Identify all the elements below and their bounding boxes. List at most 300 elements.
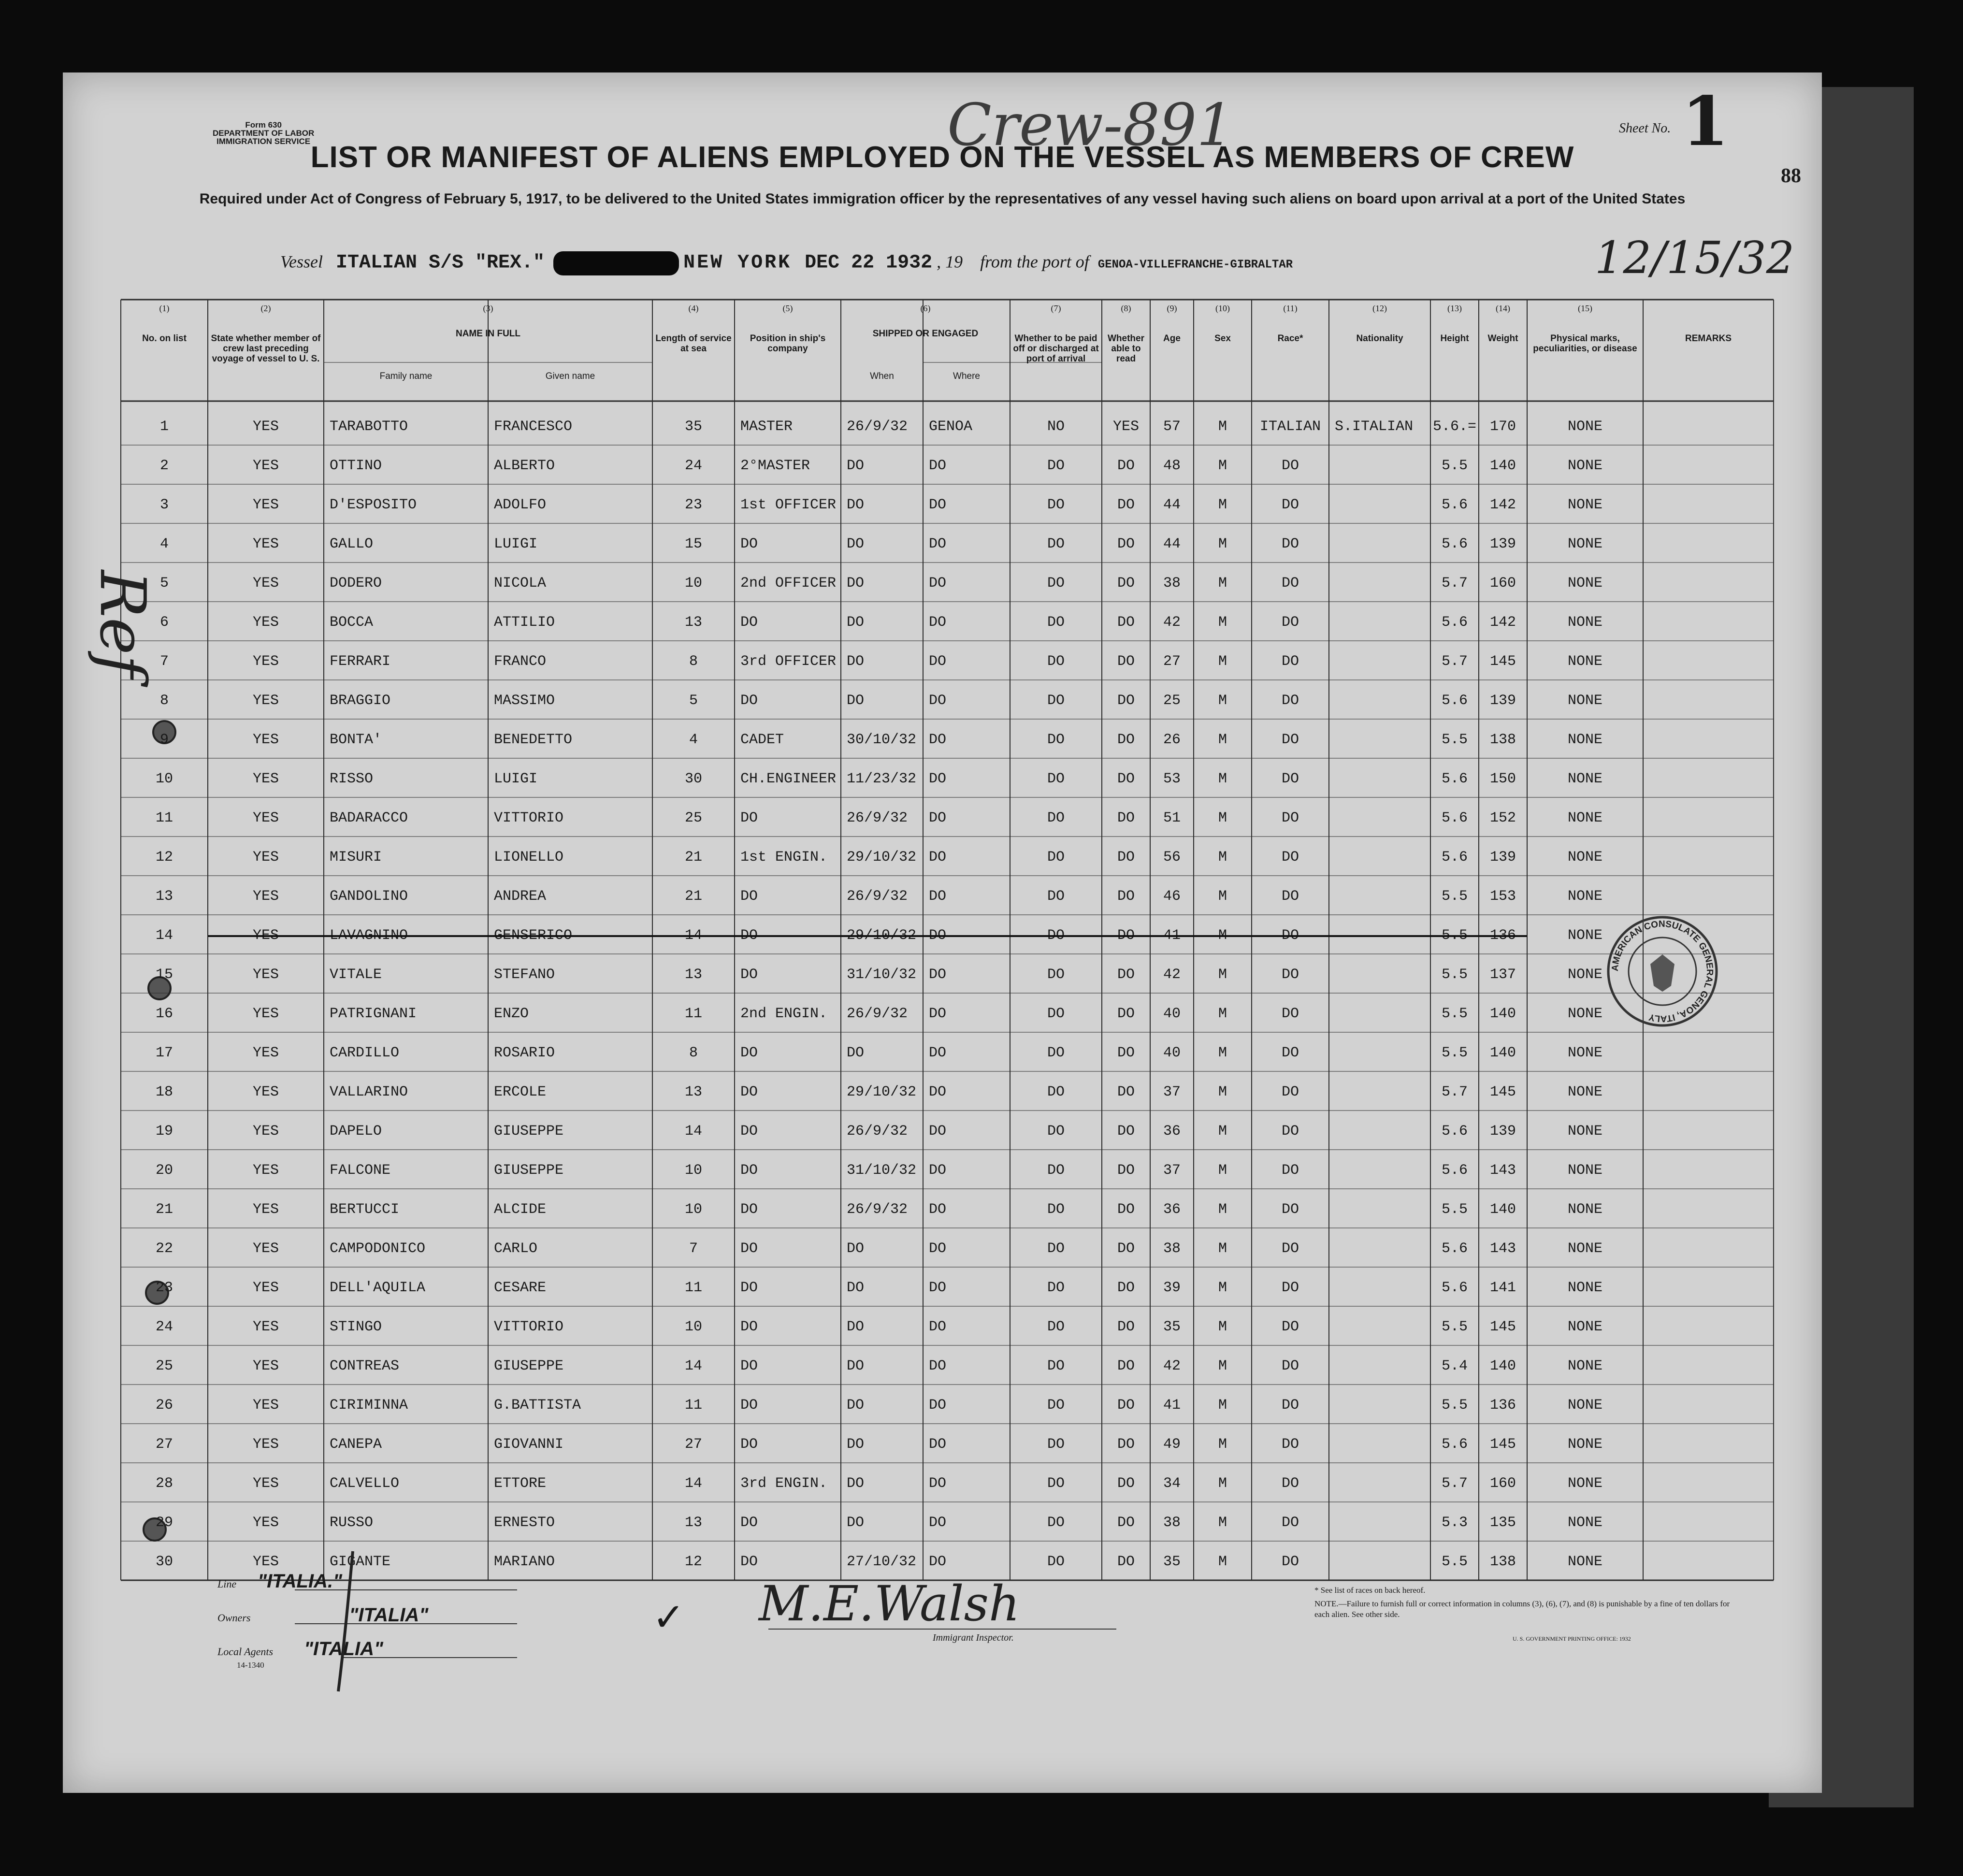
age: 42 <box>1163 1358 1181 1374</box>
weight: 145 <box>1489 1436 1516 1453</box>
age: 25 <box>1163 693 1181 709</box>
shipped-where: DO <box>929 536 947 552</box>
given-name: ALBERTO <box>494 458 555 474</box>
height: 5.5 <box>1441 732 1468 748</box>
height: 5.6 <box>1441 810 1468 826</box>
able-to-read: DO <box>1117 1554 1135 1570</box>
column-number: (2) <box>260 303 271 313</box>
position: DO <box>740 693 758 709</box>
position: DO <box>740 967 758 983</box>
able-to-read: DO <box>1117 1084 1135 1100</box>
race: DO <box>1281 1123 1299 1140</box>
sex: M <box>1218 1358 1227 1374</box>
given-name: CARLO <box>494 1241 538 1257</box>
race: DO <box>1281 732 1299 748</box>
service-length: 14 <box>684 927 702 944</box>
service-length: 8 <box>689 653 698 670</box>
physical-marks: NONE <box>1567 1006 1602 1022</box>
position: CADET <box>740 732 784 748</box>
race: DO <box>1281 927 1299 944</box>
prior-voyage: YES <box>252 1436 279 1453</box>
sex: M <box>1218 693 1227 709</box>
height: 5.5 <box>1441 1319 1468 1335</box>
paid-off: DO <box>1047 458 1065 474</box>
age: 42 <box>1163 614 1181 631</box>
age: 27 <box>1163 653 1181 670</box>
row-number: 25 <box>155 1358 173 1374</box>
prior-voyage: YES <box>252 458 279 474</box>
physical-marks: NONE <box>1567 849 1602 866</box>
shipped-when: 26/9/32 <box>847 810 908 826</box>
column-number: (5) <box>782 303 793 313</box>
paid-off: NO <box>1047 418 1065 435</box>
from-port-label: from the port of <box>980 252 1089 272</box>
paid-off: DO <box>1047 1006 1065 1022</box>
physical-marks: NONE <box>1567 810 1602 826</box>
form-number: Form 630 <box>245 120 282 130</box>
shipped-where: DO <box>929 1162 947 1179</box>
paid-off: DO <box>1047 1475 1065 1492</box>
prior-voyage: YES <box>252 1123 279 1140</box>
row-number: 3 <box>159 497 169 513</box>
weight: 143 <box>1489 1241 1516 1257</box>
column-header: Weight <box>1487 333 1518 344</box>
given-name: STEFANO <box>494 967 555 983</box>
column-number: (7) <box>1051 303 1061 313</box>
height: 5.6 <box>1441 1162 1468 1179</box>
height: 5.6 <box>1441 1241 1468 1257</box>
prior-voyage: YES <box>252 1201 279 1218</box>
given-name: VITTORIO <box>494 1319 564 1335</box>
age: 36 <box>1163 1201 1181 1218</box>
crew-number-handwritten: Crew-891 <box>947 92 1234 159</box>
paid-off: DO <box>1047 575 1065 592</box>
given-name: LUIGI <box>494 536 538 552</box>
paid-off: DO <box>1047 614 1065 631</box>
prior-voyage: YES <box>252 967 279 983</box>
family-name: OTTINO <box>330 458 382 474</box>
family-name: FALCONE <box>330 1162 391 1179</box>
weight: 135 <box>1489 1515 1516 1531</box>
physical-marks: NONE <box>1567 693 1602 709</box>
row-number: 27 <box>155 1436 173 1453</box>
height: 5.3 <box>1441 1515 1468 1531</box>
height: 5.6 <box>1441 536 1468 552</box>
strikethrough-line <box>208 935 1527 937</box>
physical-marks: NONE <box>1567 418 1602 435</box>
sex: M <box>1218 653 1227 670</box>
race: DO <box>1281 1554 1299 1570</box>
position: 2nd ENGIN. <box>740 1006 828 1022</box>
paid-off: DO <box>1047 693 1065 709</box>
prior-voyage: YES <box>252 497 279 513</box>
height: 5.4 <box>1441 1358 1468 1374</box>
physical-marks: NONE <box>1567 771 1602 787</box>
given-name: ENZO <box>494 1006 529 1022</box>
paid-off: DO <box>1047 732 1065 748</box>
height: 5.6 <box>1441 849 1468 866</box>
column-header: No. on list <box>142 333 187 344</box>
able-to-read: DO <box>1117 1436 1135 1453</box>
inspector-label: Immigrant Inspector. <box>933 1632 1014 1643</box>
physical-marks: NONE <box>1567 1475 1602 1492</box>
shipped-when: 31/10/32 <box>847 1162 917 1179</box>
race: DO <box>1281 888 1299 905</box>
given-name: ALCIDE <box>494 1201 547 1218</box>
able-to-read: DO <box>1117 1123 1135 1140</box>
weight: 152 <box>1489 810 1516 826</box>
consulate-stamp <box>1604 913 1720 1029</box>
shipped-where: DO <box>929 614 947 631</box>
position: DO <box>740 1162 758 1179</box>
sex: M <box>1218 458 1227 474</box>
row-number: 21 <box>155 1201 173 1218</box>
family-name: CAMPODONICO <box>330 1241 426 1257</box>
owners-label: Owners <box>217 1612 251 1624</box>
age: 44 <box>1163 497 1181 513</box>
age: 38 <box>1163 1241 1181 1257</box>
sex: M <box>1218 927 1227 944</box>
family-name: VITALE <box>330 967 382 983</box>
sex: M <box>1218 732 1227 748</box>
position: DO <box>740 1280 758 1296</box>
height: 5.6.= <box>1432 418 1476 435</box>
given-name: G.BATTISTA <box>494 1397 581 1414</box>
page-number: 88 <box>1781 165 1801 187</box>
column-header: Physical marks, peculiarities, or disease <box>1533 333 1637 354</box>
sex: M <box>1218 771 1227 787</box>
shipped-where: DO <box>929 653 947 670</box>
service-length: 15 <box>684 536 702 552</box>
service-length: 10 <box>684 1201 702 1218</box>
prior-voyage: YES <box>252 1084 279 1100</box>
race: DO <box>1281 575 1299 592</box>
shipped-where: DO <box>929 1280 947 1296</box>
given-name: ETTORE <box>494 1475 547 1492</box>
height: 5.5 <box>1441 1201 1468 1218</box>
family-name: GALLO <box>330 536 374 552</box>
race: DO <box>1281 614 1299 631</box>
row-number: 24 <box>155 1319 173 1335</box>
service-length: 5 <box>689 693 698 709</box>
position: DO <box>740 1241 758 1257</box>
age: 38 <box>1163 575 1181 592</box>
physical-marks: NONE <box>1567 1045 1602 1061</box>
height: 5.5 <box>1441 967 1468 983</box>
able-to-read: DO <box>1117 1475 1135 1492</box>
position: DO <box>740 1201 758 1218</box>
able-to-read: DO <box>1117 693 1135 709</box>
shipped-where: DO <box>929 1084 947 1100</box>
sex: M <box>1218 1162 1227 1179</box>
race: DO <box>1281 1515 1299 1531</box>
paid-off: DO <box>1047 1358 1065 1374</box>
shipped-where: DO <box>929 1241 947 1257</box>
race: DO <box>1281 1475 1299 1492</box>
sex: M <box>1218 1280 1227 1296</box>
weight: 139 <box>1489 849 1516 866</box>
position: DO <box>740 1515 758 1531</box>
sex: M <box>1218 1201 1227 1218</box>
position: 3rd OFFICER <box>740 653 837 670</box>
shipped-where: DO <box>929 1006 947 1022</box>
shipped-when: 29/10/32 <box>847 849 917 866</box>
column-header: Length of service at sea <box>655 333 732 354</box>
sex: M <box>1218 1475 1227 1492</box>
paid-off: DO <box>1047 1436 1065 1453</box>
paid-off: DO <box>1047 1162 1065 1179</box>
physical-marks: NONE <box>1567 575 1602 592</box>
race: DO <box>1281 810 1299 826</box>
age: 44 <box>1163 536 1181 552</box>
row-number: 18 <box>155 1084 173 1100</box>
column-header: SHIPPED OR ENGAGED <box>872 329 979 339</box>
sex: M <box>1218 497 1227 513</box>
given-name: LUIGI <box>494 771 538 787</box>
shipped-when: DO <box>847 1045 865 1061</box>
able-to-read: DO <box>1117 536 1135 552</box>
shipped-where: DO <box>929 1123 947 1140</box>
shipped-when: DO <box>847 1319 865 1335</box>
age: 49 <box>1163 1436 1181 1453</box>
physical-marks: NONE <box>1567 614 1602 631</box>
height: 5.5 <box>1441 1397 1468 1414</box>
row-number: 15 <box>155 967 173 983</box>
family-name: PATRIGNANI <box>330 1006 417 1022</box>
weight: 142 <box>1489 614 1516 631</box>
weight: 140 <box>1489 1358 1516 1374</box>
weight: 153 <box>1489 888 1516 905</box>
shipped-where: GENOA <box>929 418 973 435</box>
sex: M <box>1218 1554 1227 1570</box>
shipped-where: DO <box>929 771 947 787</box>
column-header: Nationality <box>1356 333 1403 344</box>
row-number: 9 <box>159 732 169 748</box>
weight: 140 <box>1489 458 1516 474</box>
physical-marks: NONE <box>1567 732 1602 748</box>
position: DO <box>740 810 758 826</box>
height: 5.5 <box>1441 1006 1468 1022</box>
shipped-when: 26/9/32 <box>847 1123 908 1140</box>
row-number: 26 <box>155 1397 173 1414</box>
row-number: 17 <box>155 1045 173 1061</box>
weight: 136 <box>1489 1397 1516 1414</box>
shipped-when: 27/10/32 <box>847 1554 917 1570</box>
family-name: GIGANTE <box>330 1554 391 1570</box>
height: 5.7 <box>1441 1475 1468 1492</box>
sex: M <box>1218 1436 1227 1453</box>
prior-voyage: YES <box>252 1280 279 1296</box>
shipped-when: 29/10/32 <box>847 927 917 944</box>
shipped-where: DO <box>929 1436 947 1453</box>
age: 37 <box>1163 1162 1181 1179</box>
family-name: DAPELO <box>330 1123 382 1140</box>
shipped-when: DO <box>847 614 865 631</box>
shipped-where: DO <box>929 497 947 513</box>
height: 5.6 <box>1441 1280 1468 1296</box>
race: DO <box>1281 458 1299 474</box>
weight: 140 <box>1489 1045 1516 1061</box>
weight: 141 <box>1489 1280 1516 1296</box>
family-name: RUSSO <box>330 1515 374 1531</box>
age: 41 <box>1163 927 1181 944</box>
able-to-read: DO <box>1117 575 1135 592</box>
shipped-when: DO <box>847 1358 865 1374</box>
shipped-when: DO <box>847 497 865 513</box>
position: 3rd ENGIN. <box>740 1475 828 1492</box>
height: 5.7 <box>1441 575 1468 592</box>
row-number: 4 <box>159 536 169 552</box>
given-name: GIOVANNI <box>494 1436 564 1453</box>
service-length: 35 <box>684 418 702 435</box>
position: DO <box>740 1436 758 1453</box>
age: 26 <box>1163 732 1181 748</box>
sex: M <box>1218 888 1227 905</box>
shipped-where: DO <box>929 1201 947 1218</box>
row-number: 6 <box>159 614 169 631</box>
column-number: (15) <box>1578 303 1592 313</box>
physical-marks: NONE <box>1567 1280 1602 1296</box>
family-name: CALVELLO <box>330 1475 400 1492</box>
column-header: NAME IN FULL <box>455 329 521 339</box>
service-length: 25 <box>684 810 702 826</box>
physical-marks: NONE <box>1567 1358 1602 1374</box>
given-name: NICOLA <box>494 575 547 592</box>
vessel-line: Vessel ITALIAN S/S "REX." NEW YORK DEC 22 1932 , 19 from the port of GENOA-VILLEFRANCHE-GIBRALTAR <box>280 251 1293 275</box>
line-label: Line <box>217 1578 237 1590</box>
column-subheader: When <box>870 371 894 381</box>
age: 36 <box>1163 1123 1181 1140</box>
column-header: Age <box>1163 333 1181 344</box>
position: DO <box>740 888 758 905</box>
able-to-read: DO <box>1117 810 1135 826</box>
age: 42 <box>1163 967 1181 983</box>
agents-label: Local Agents <box>217 1645 274 1658</box>
row-number: 30 <box>155 1554 173 1570</box>
able-to-read: DO <box>1117 1280 1135 1296</box>
fine-note: NOTE.—Failure to furnish full or correct information in columns (3), (6), (7), and (8) is punishable by a fine of ten dollars for each alien. See other side. <box>1314 1599 1730 1619</box>
position: DO <box>740 1319 758 1335</box>
column-number: (9) <box>1167 303 1177 313</box>
family-name: LAVAGNINO <box>330 927 408 944</box>
weight: 137 <box>1489 967 1516 983</box>
weight: 138 <box>1489 732 1516 748</box>
family-name: CONTREAS <box>330 1358 400 1374</box>
able-to-read: DO <box>1117 653 1135 670</box>
paid-off: DO <box>1047 888 1065 905</box>
age: 51 <box>1163 810 1181 826</box>
prior-voyage: YES <box>252 927 279 944</box>
physical-marks: NONE <box>1567 967 1602 983</box>
weight: 143 <box>1489 1162 1516 1179</box>
paid-off: DO <box>1047 967 1065 983</box>
sex: M <box>1218 810 1227 826</box>
weight: 142 <box>1489 497 1516 513</box>
race: DO <box>1281 1280 1299 1296</box>
service-length: 7 <box>689 1241 698 1257</box>
prior-voyage: YES <box>252 693 279 709</box>
race: DO <box>1281 849 1299 866</box>
able-to-read: DO <box>1117 458 1135 474</box>
given-name: VITTORIO <box>494 810 564 826</box>
race: DO <box>1281 1084 1299 1100</box>
given-name: MARIANO <box>494 1554 555 1570</box>
given-name: ROSARIO <box>494 1045 555 1061</box>
weight: 138 <box>1489 1554 1516 1570</box>
year-prefix: 19 <box>945 252 963 272</box>
race: DO <box>1281 1319 1299 1335</box>
race: DO <box>1281 1045 1299 1061</box>
service-length: 14 <box>684 1358 702 1374</box>
height: 5.5 <box>1441 1554 1468 1570</box>
given-name: BENEDETTO <box>494 732 573 748</box>
physical-marks: NONE <box>1567 1162 1602 1179</box>
service-length: 23 <box>684 497 702 513</box>
line-value: "ITALIA." <box>258 1571 343 1592</box>
physical-marks: NONE <box>1567 1515 1602 1531</box>
family-name: TARABOTTO <box>330 418 408 435</box>
paid-off: DO <box>1047 1397 1065 1414</box>
service-length: 10 <box>684 1162 702 1179</box>
prior-voyage: YES <box>252 614 279 631</box>
sex: M <box>1218 1319 1227 1335</box>
service-length: 14 <box>684 1475 702 1492</box>
service-length: 4 <box>689 732 698 748</box>
shipped-where: DO <box>929 575 947 592</box>
manifest-page <box>63 72 1822 1793</box>
height: 5.7 <box>1441 653 1468 670</box>
physical-marks: NONE <box>1567 1319 1602 1335</box>
physical-marks: NONE <box>1567 653 1602 670</box>
able-to-read: DO <box>1117 1397 1135 1414</box>
shipped-when: 26/9/32 <box>847 888 908 905</box>
shipped-when: DO <box>847 458 865 474</box>
column-number: (13) <box>1447 303 1462 313</box>
sex: M <box>1218 1397 1227 1414</box>
prior-voyage: YES <box>252 1475 279 1492</box>
service-length: 30 <box>684 771 702 787</box>
sheet-number: 1 <box>1682 82 1729 161</box>
prior-voyage: YES <box>252 1162 279 1179</box>
shipped-when: 26/9/32 <box>847 1006 908 1022</box>
family-name: MISURI <box>330 849 382 866</box>
column-number: (10) <box>1215 303 1230 313</box>
physical-marks: NONE <box>1567 1397 1602 1414</box>
paid-off: DO <box>1047 1554 1065 1570</box>
shipped-when: DO <box>847 1280 865 1296</box>
agents-value: "ITALIA" <box>304 1638 383 1660</box>
age: 40 <box>1163 1045 1181 1061</box>
service: IMMIGRATION SERVICE <box>217 137 311 146</box>
service-length: 21 <box>684 888 702 905</box>
position: DO <box>740 1554 758 1570</box>
prior-voyage: YES <box>252 1554 279 1570</box>
height: 5.6 <box>1441 614 1468 631</box>
row-number: 10 <box>155 771 173 787</box>
row-number: 23 <box>155 1280 173 1296</box>
handwritten-date: 12/15/32 <box>1595 232 1795 284</box>
family-name: DELL'AQUILA <box>330 1280 426 1296</box>
physical-marks: NONE <box>1567 888 1602 905</box>
shipped-where: DO <box>929 732 947 748</box>
arrival-date-stamp: DEC 22 1932 <box>805 252 933 274</box>
shipped-where: DO <box>929 1397 947 1414</box>
row-number: 12 <box>155 849 173 866</box>
page-title: LIST OR MANIFEST OF ALIENS EMPLOYED ON THE VESSEL AS MEMBERS OF CREW <box>310 141 1574 174</box>
service-length: 14 <box>684 1123 702 1140</box>
weight: 160 <box>1489 1475 1516 1492</box>
service-length: 11 <box>684 1280 702 1296</box>
